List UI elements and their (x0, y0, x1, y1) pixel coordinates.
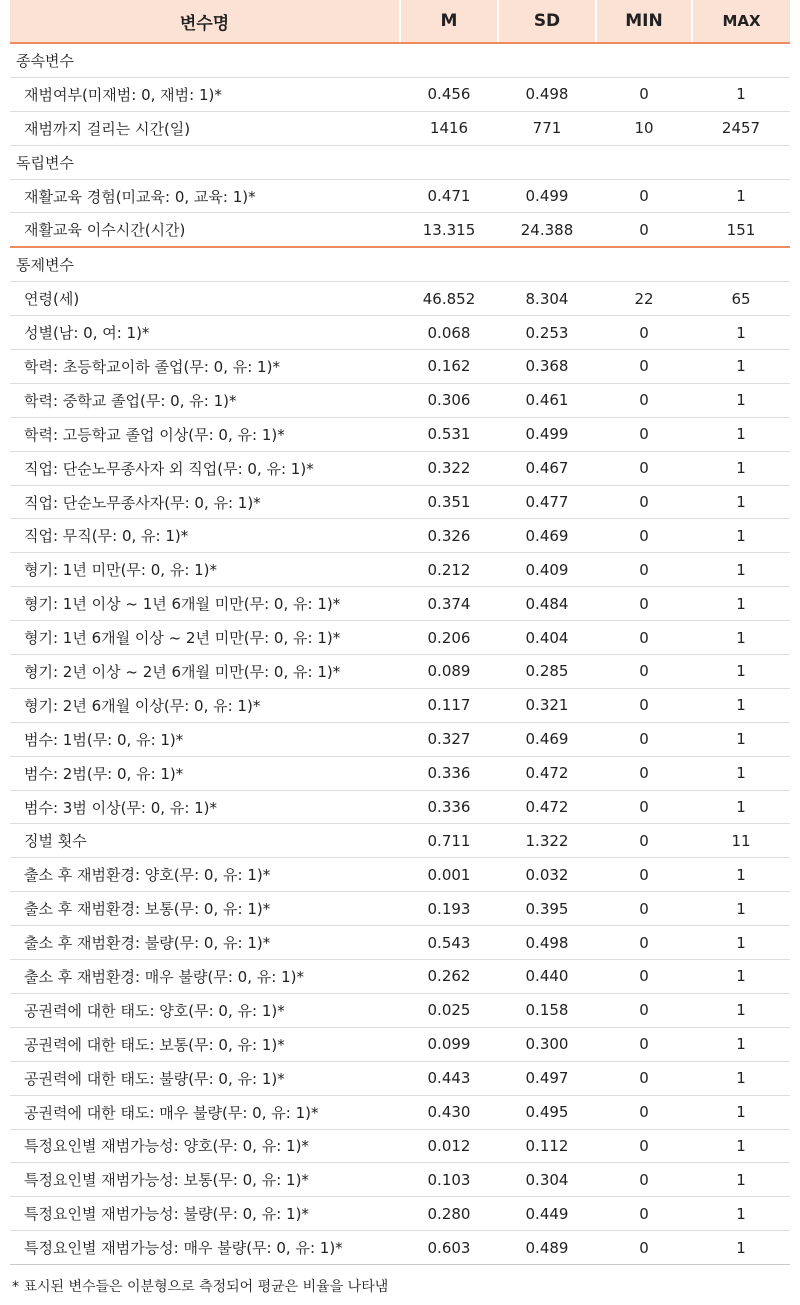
min-cell: 0 (596, 1095, 692, 1129)
variable-name-cell: 직업: 단순노무종사자(무: 0, 유: 1)* (10, 485, 400, 519)
max-cell: 1 (692, 383, 790, 417)
max-cell: 1 (692, 1027, 790, 1061)
mean-cell: 0.543 (400, 926, 498, 960)
min-cell: 0 (596, 485, 692, 519)
mean-cell: 0.280 (400, 1197, 498, 1231)
mean-cell: 0.443 (400, 1061, 498, 1095)
min-cell: 0 (596, 722, 692, 756)
sd-cell: 0.497 (498, 1061, 596, 1095)
mean-cell: 0.456 (400, 77, 498, 111)
min-cell: 0 (596, 1197, 692, 1231)
table-row (10, 111, 790, 145)
variable-name-cell: 출소 후 재범환경: 매우 불량(무: 0, 유: 1)* (10, 960, 400, 994)
variable-name-cell: 범수: 1범(무: 0, 유: 1)* (10, 722, 400, 756)
min-cell: 0 (596, 383, 692, 417)
min-cell: 0 (596, 350, 692, 384)
table-body (10, 43, 790, 1265)
max-cell: 1 (692, 451, 790, 485)
sd-cell: 0.469 (498, 722, 596, 756)
max-cell: 1 (692, 553, 790, 587)
max-cell: 1 (692, 655, 790, 689)
header-sd: SD (498, 0, 596, 43)
variable-name-cell: 학력: 초등학교이하 졸업(무: 0, 유: 1)* (10, 350, 400, 384)
mean-cell: 0.711 (400, 824, 498, 858)
variable-name-cell: 출소 후 재범환경: 보통(무: 0, 유: 1)* (10, 892, 400, 926)
min-cell: 0 (596, 960, 692, 994)
mean-cell: 0.262 (400, 960, 498, 994)
max-cell: 1 (692, 722, 790, 756)
table-row (10, 179, 790, 213)
header-mean: M (400, 0, 498, 43)
min-cell: 0 (596, 417, 692, 451)
min-cell: 0 (596, 77, 692, 111)
min-cell: 0 (596, 824, 692, 858)
min-cell: 0 (596, 655, 692, 689)
sd-cell: 0.112 (498, 1129, 596, 1163)
max-cell: 1 (692, 892, 790, 926)
mean-cell: 0.326 (400, 519, 498, 553)
sd-cell: 0.300 (498, 1027, 596, 1061)
variable-name-cell: 형기: 2년 6개월 이상(무: 0, 유: 1)* (10, 688, 400, 722)
variable-name-cell: 공권력에 대한 태도: 보통(무: 0, 유: 1)* (10, 1027, 400, 1061)
header-variable-name: 변수명 (10, 0, 400, 43)
section-header-row (10, 145, 790, 179)
variable-name-cell: 공권력에 대한 태도: 매우 불량(무: 0, 유: 1)* (10, 1095, 400, 1129)
sd-cell: 0.499 (498, 417, 596, 451)
min-cell: 0 (596, 451, 692, 485)
sd-cell: 0.395 (498, 892, 596, 926)
mean-cell: 0.162 (400, 350, 498, 384)
min-cell: 0 (596, 892, 692, 926)
table-row (10, 417, 790, 451)
variable-name-cell: 형기: 2년 이상 ~ 2년 6개월 미만(무: 0, 유: 1)* (10, 655, 400, 689)
variable-name-cell: 학력: 중학교 졸업(무: 0, 유: 1)* (10, 383, 400, 417)
table-row (10, 688, 790, 722)
max-cell: 151 (692, 213, 790, 247)
mean-cell: 0.103 (400, 1163, 498, 1197)
mean-cell: 0.306 (400, 383, 498, 417)
table-row (10, 553, 790, 587)
sd-cell: 0.158 (498, 993, 596, 1027)
table-row (10, 1129, 790, 1163)
variable-name-cell: 형기: 1년 이상 ~ 1년 6개월 미만(무: 0, 유: 1)* (10, 587, 400, 621)
table-row (10, 892, 790, 926)
max-cell: 1 (692, 993, 790, 1027)
sd-cell: 0.495 (498, 1095, 596, 1129)
max-cell: 65 (692, 282, 790, 316)
mean-cell: 0.212 (400, 553, 498, 587)
min-cell: 0 (596, 1231, 692, 1265)
min-cell: 0 (596, 756, 692, 790)
max-cell: 1 (692, 1163, 790, 1197)
sd-cell: 0.484 (498, 587, 596, 621)
sd-cell: 0.498 (498, 926, 596, 960)
section-title: 종속변수 (10, 43, 790, 77)
max-cell: 1 (692, 858, 790, 892)
table-row (10, 519, 790, 553)
max-cell: 1 (692, 1129, 790, 1163)
min-cell: 0 (596, 1129, 692, 1163)
variable-name-cell: 출소 후 재범환경: 불량(무: 0, 유: 1)* (10, 926, 400, 960)
table-row (10, 655, 790, 689)
table-row (10, 824, 790, 858)
sd-cell: 0.461 (498, 383, 596, 417)
section-title: 독립변수 (10, 145, 790, 179)
mean-cell: 0.206 (400, 621, 498, 655)
variable-name-cell: 범수: 2범(무: 0, 유: 1)* (10, 756, 400, 790)
table-row (10, 1163, 790, 1197)
min-cell: 0 (596, 858, 692, 892)
sd-cell: 0.489 (498, 1231, 596, 1265)
table-row (10, 1197, 790, 1231)
sd-cell: 0.467 (498, 451, 596, 485)
mean-cell: 0.089 (400, 655, 498, 689)
table-row (10, 858, 790, 892)
min-cell: 0 (596, 1163, 692, 1197)
variable-name-cell: 재활교육 이수시간(시간) (10, 213, 400, 247)
mean-cell: 0.001 (400, 858, 498, 892)
table-row (10, 790, 790, 824)
max-cell: 1 (692, 621, 790, 655)
sd-cell: 24.388 (498, 213, 596, 247)
max-cell: 1 (692, 1231, 790, 1265)
variable-name-cell: 공권력에 대한 태도: 불량(무: 0, 유: 1)* (10, 1061, 400, 1095)
max-cell: 1 (692, 926, 790, 960)
mean-cell: 0.430 (400, 1095, 498, 1129)
variable-name-cell: 범수: 3범 이상(무: 0, 유: 1)* (10, 790, 400, 824)
max-cell: 1 (692, 1197, 790, 1231)
min-cell: 0 (596, 587, 692, 621)
min-cell: 22 (596, 282, 692, 316)
table-row (10, 926, 790, 960)
max-cell: 2457 (692, 111, 790, 145)
max-cell: 1 (692, 179, 790, 213)
sd-cell: 0.321 (498, 688, 596, 722)
sd-cell: 0.449 (498, 1197, 596, 1231)
max-cell: 1 (692, 417, 790, 451)
sd-cell: 0.499 (498, 179, 596, 213)
sd-cell: 0.472 (498, 756, 596, 790)
max-cell: 11 (692, 824, 790, 858)
sd-cell: 0.368 (498, 350, 596, 384)
sd-cell: 0.032 (498, 858, 596, 892)
variable-name-cell: 재활교육 경험(미교육: 0, 교육: 1)* (10, 179, 400, 213)
descriptive-stats-table (10, 0, 790, 1265)
mean-cell: 13.315 (400, 213, 498, 247)
table-row (10, 1231, 790, 1265)
sd-cell: 0.404 (498, 621, 596, 655)
table-row (10, 77, 790, 111)
table-row (10, 213, 790, 247)
mean-cell: 1416 (400, 111, 498, 145)
descriptive-stats-table-container (10, 0, 790, 1296)
max-cell: 1 (692, 587, 790, 621)
min-cell: 0 (596, 179, 692, 213)
max-cell: 1 (692, 77, 790, 111)
mean-cell: 0.603 (400, 1231, 498, 1265)
table-row (10, 1061, 790, 1095)
section-header-row (10, 247, 790, 281)
mean-cell: 0.193 (400, 892, 498, 926)
variable-name-cell: 형기: 1년 미만(무: 0, 유: 1)* (10, 553, 400, 587)
max-cell: 1 (692, 960, 790, 994)
variable-name-cell: 연령(세) (10, 282, 400, 316)
table-row (10, 756, 790, 790)
min-cell: 0 (596, 790, 692, 824)
min-cell: 0 (596, 926, 692, 960)
min-cell: 0 (596, 1061, 692, 1095)
variable-name-cell: 공권력에 대한 태도: 양호(무: 0, 유: 1)* (10, 993, 400, 1027)
mean-cell: 0.117 (400, 688, 498, 722)
sd-cell: 8.304 (498, 282, 596, 316)
table-row (10, 282, 790, 316)
table-row (10, 587, 790, 621)
mean-cell: 0.336 (400, 756, 498, 790)
variable-name-cell: 성별(남: 0, 여: 1)* (10, 316, 400, 350)
min-cell: 0 (596, 621, 692, 655)
table-row (10, 1027, 790, 1061)
sd-cell: 0.498 (498, 77, 596, 111)
max-cell: 1 (692, 790, 790, 824)
header-max: MAX (692, 0, 790, 43)
mean-cell: 0.336 (400, 790, 498, 824)
sd-cell: 0.304 (498, 1163, 596, 1197)
mean-cell: 46.852 (400, 282, 498, 316)
mean-cell: 0.012 (400, 1129, 498, 1163)
max-cell: 1 (692, 350, 790, 384)
variable-name-cell: 특정요인별 재범가능성: 양호(무: 0, 유: 1)* (10, 1129, 400, 1163)
sd-cell: 0.409 (498, 553, 596, 587)
header-row (10, 0, 790, 43)
max-cell: 1 (692, 316, 790, 350)
table-row (10, 485, 790, 519)
section-header-row (10, 43, 790, 77)
min-cell: 0 (596, 519, 692, 553)
min-cell: 0 (596, 1027, 692, 1061)
table-row (10, 350, 790, 384)
variable-name-cell: 특정요인별 재범가능성: 보통(무: 0, 유: 1)* (10, 1163, 400, 1197)
mean-cell: 0.374 (400, 587, 498, 621)
sd-cell: 0.285 (498, 655, 596, 689)
footnote: * 표시된 변수들은 이분형으로 측정되어 평균은 비율을 나타냄 (12, 1279, 389, 1296)
variable-name-cell: 재범까지 걸리는 시간(일) (10, 111, 400, 145)
min-cell: 0 (596, 553, 692, 587)
mean-cell: 0.531 (400, 417, 498, 451)
variable-name-cell: 형기: 1년 6개월 이상 ~ 2년 미만(무: 0, 유: 1)* (10, 621, 400, 655)
variable-name-cell: 특정요인별 재범가능성: 매우 불량(무: 0, 유: 1)* (10, 1231, 400, 1265)
max-cell: 1 (692, 756, 790, 790)
table-header (10, 0, 790, 43)
min-cell: 0 (596, 688, 692, 722)
mean-cell: 0.025 (400, 993, 498, 1027)
max-cell: 1 (692, 519, 790, 553)
mean-cell: 0.322 (400, 451, 498, 485)
variable-name-cell: 직업: 단순노무종사자 외 직업(무: 0, 유: 1)* (10, 451, 400, 485)
max-cell: 1 (692, 485, 790, 519)
sd-cell: 0.440 (498, 960, 596, 994)
variable-name-cell: 학력: 고등학교 졸업 이상(무: 0, 유: 1)* (10, 417, 400, 451)
mean-cell: 0.327 (400, 722, 498, 756)
mean-cell: 0.471 (400, 179, 498, 213)
table-row (10, 316, 790, 350)
table-row (10, 383, 790, 417)
variable-name-cell: 출소 후 재범환경: 양호(무: 0, 유: 1)* (10, 858, 400, 892)
sd-cell: 1.322 (498, 824, 596, 858)
sd-cell: 771 (498, 111, 596, 145)
header-min: MIN (596, 0, 692, 43)
mean-cell: 0.068 (400, 316, 498, 350)
mean-cell: 0.351 (400, 485, 498, 519)
variable-name-cell: 특정요인별 재범가능성: 불량(무: 0, 유: 1)* (10, 1197, 400, 1231)
table-row (10, 993, 790, 1027)
table-row (10, 722, 790, 756)
min-cell: 0 (596, 993, 692, 1027)
table-row (10, 1095, 790, 1129)
sd-cell: 0.477 (498, 485, 596, 519)
max-cell: 1 (692, 1061, 790, 1095)
variable-name-cell: 재범여부(미재범: 0, 재범: 1)* (10, 77, 400, 111)
table-row (10, 960, 790, 994)
max-cell: 1 (692, 688, 790, 722)
min-cell: 0 (596, 316, 692, 350)
table-row (10, 621, 790, 655)
min-cell: 0 (596, 213, 692, 247)
section-title: 통제변수 (10, 247, 790, 281)
variable-name-cell: 직업: 무직(무: 0, 유: 1)* (10, 519, 400, 553)
table-row (10, 451, 790, 485)
sd-cell: 0.253 (498, 316, 596, 350)
mean-cell: 0.099 (400, 1027, 498, 1061)
variable-name-cell: 징벌 횟수 (10, 824, 400, 858)
sd-cell: 0.472 (498, 790, 596, 824)
min-cell: 10 (596, 111, 692, 145)
sd-cell: 0.469 (498, 519, 596, 553)
max-cell: 1 (692, 1095, 790, 1129)
